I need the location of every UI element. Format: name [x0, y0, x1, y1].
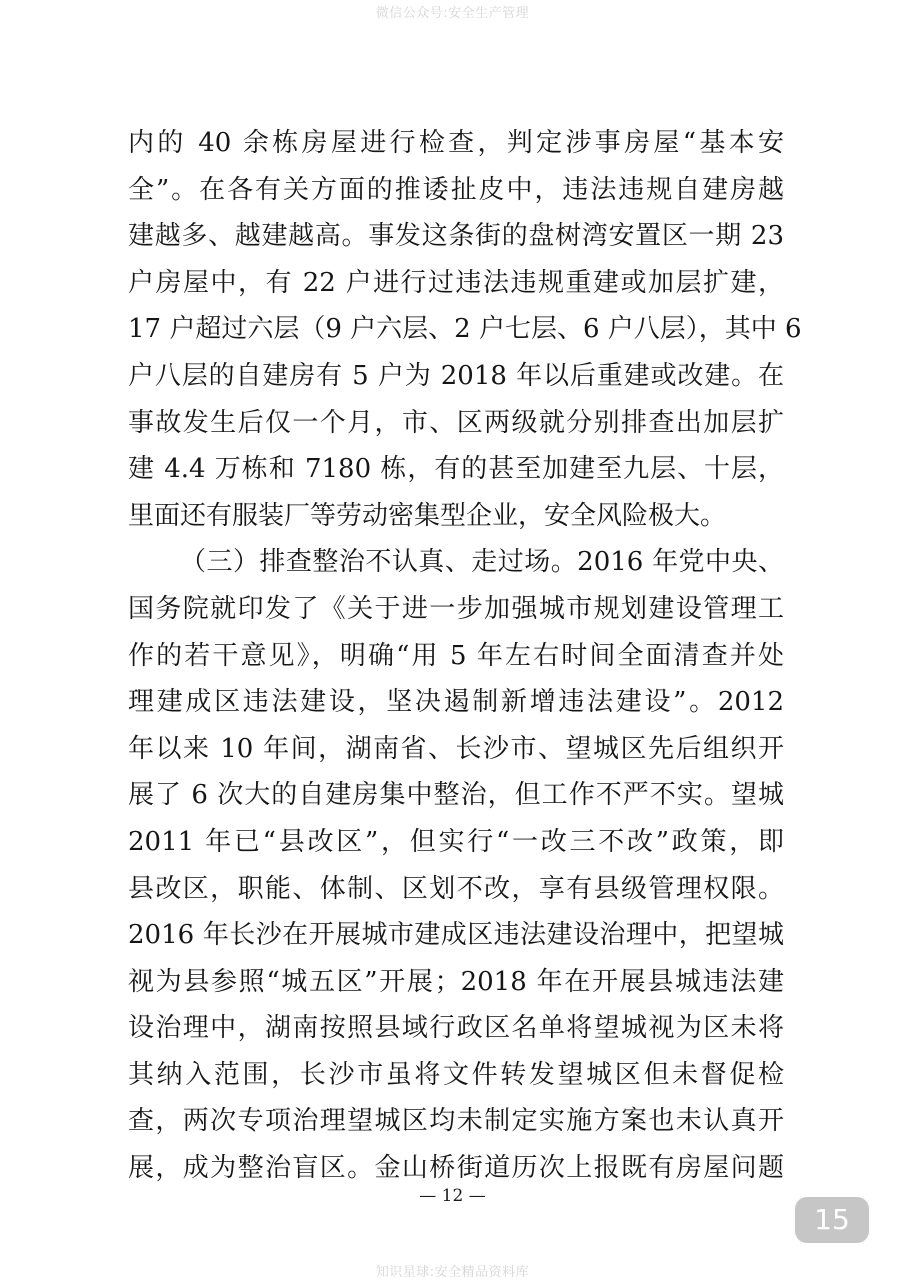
text-line: 17 户超过六层（9 户六层、2 户七层、6 户八层），其中 6 — [128, 314, 802, 345]
text-line: 查，两次专项治理望城区均未制定实施方案也未认真开 — [128, 1106, 784, 1137]
text-line: 内的 40 余栋房屋进行检查，判定涉事房屋“基本安 — [128, 128, 784, 158]
viewer-page-badge[interactable]: 15 — [795, 1197, 869, 1243]
document-body — [128, 120, 802, 1192]
text-line: 设治理中，湖南按照县域行政区名单将望城视为区未将 — [128, 1013, 784, 1044]
top-watermark: 微信公众号:安全生产管理 — [375, 6, 530, 21]
paragraph-2 — [128, 539, 784, 1191]
text-line: 2011 年已“县改区”，但实行“一改三不改”政策，即 — [128, 826, 784, 857]
text-line: 事故发生后仅一个月，市、区两级就分别排查出加层扩 — [128, 407, 784, 438]
text-line: 全”。在各有关方面的推诿扯皮中，违法违规自建房越 — [128, 174, 784, 205]
text-line: 视为县参照“城五区”开展；2018 年在开展县城违法建 — [128, 966, 784, 997]
text-line: 建 4.4 万栋和 7180 栋，有的甚至加建至九层、十层， — [128, 454, 784, 485]
section-heading-line: （三）排查整治不认真、走过场。2016 年党中央、 — [180, 547, 784, 578]
text-line: 户八层的自建房有 5 户为 2018 年以后重建或改建。在 — [128, 360, 784, 391]
text-line: 县改区，职能、体制、区划不改，享有县级管理权限。 — [128, 873, 784, 904]
text-line: 作的若干意见》，明确“用 5 年左右时间全面清查并处 — [128, 640, 784, 671]
text-line: 理建成区违法建设，坚决遏制新增违法建设”。2012 — [128, 687, 784, 718]
bottom-watermark: 知识星球:安全精品资料库 — [375, 1265, 530, 1280]
text-line: 展了 6 次大的自建房集中整治，但工作不严不实。望城 — [128, 780, 784, 811]
text-line: 建越多、越建越高。事发这条街的盘树湾安置区一期 23 — [128, 221, 784, 252]
paragraph-1 — [128, 120, 802, 539]
text-line: 里面还有服装厂等劳动密集型企业，安全风险极大。 — [128, 500, 727, 531]
text-line: 国务院就印发了《关于进一步加强城市规划建设管理工 — [128, 593, 784, 624]
text-line: 其纳入范围，长沙市虽将文件转发望城区但未督促检 — [128, 1059, 784, 1090]
text-line: 2016 年长沙在开展城市建成区违法建设治理中，把望城 — [128, 920, 784, 951]
page-number: — 12 — — [419, 1186, 486, 1206]
text-line: 年以来 10 年间，湖南省、长沙市、望城区先后组织开 — [128, 733, 784, 764]
text-line: 展，成为整治盲区。金山桥街道历次上报既有房屋问题 — [128, 1153, 784, 1184]
text-line: 户房屋中，有 22 户进行过违法违规重建或加层扩建， — [128, 267, 784, 298]
